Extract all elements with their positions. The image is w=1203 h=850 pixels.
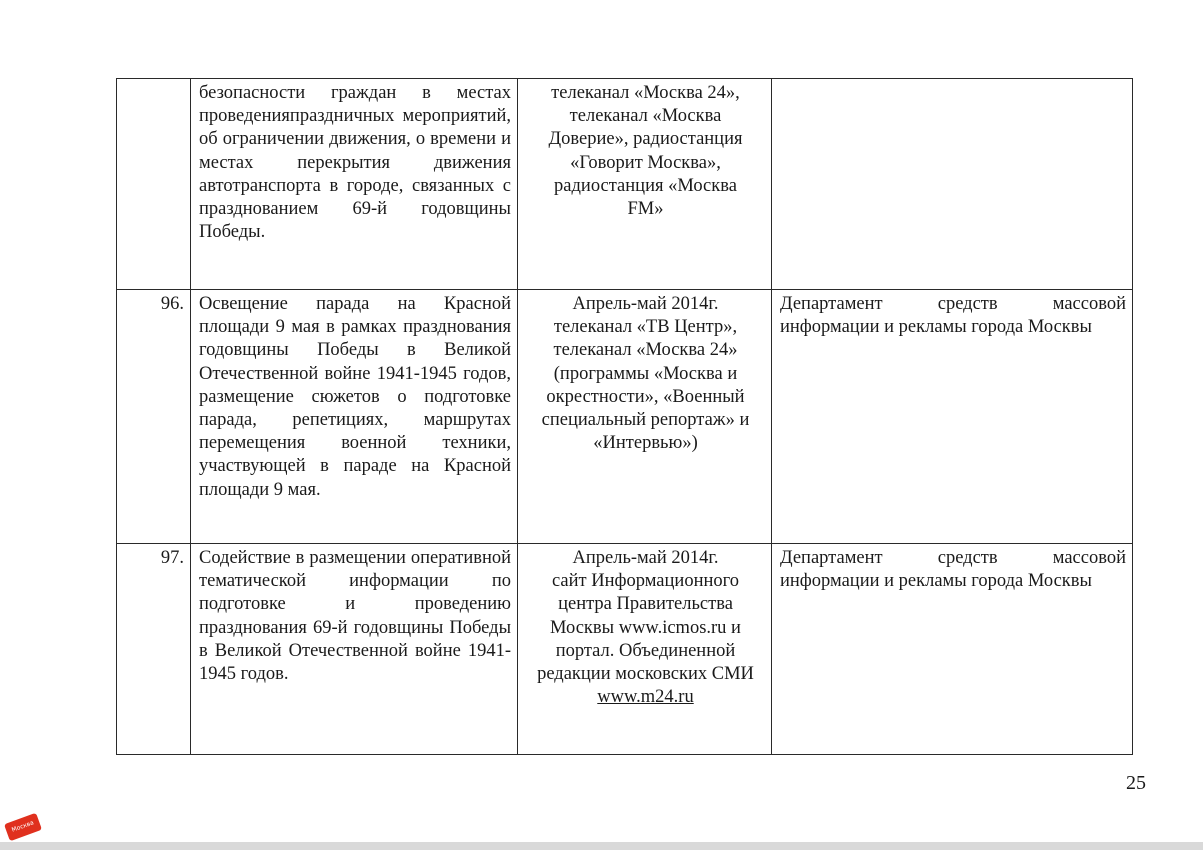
event-description-cell: Содействие в размещении оперативной тематической информации по подготовке и проведению празднования 69-й годовщины Победы в Великой Отечественной войне 1941-1945 годов. [191, 544, 518, 755]
row-number-cell [117, 79, 191, 290]
timing-line: портал. Объединенной [555, 640, 736, 661]
logo-stamp-icon: Москва [4, 813, 42, 842]
timing-line: Апрель-май 2014г. [572, 548, 719, 568]
event-description-cell: Освещение парада на Красной площади 9 мая в рамках празднования годовщины Победы в Великой Отечественной войне 1941-1945 годов, размещение сюжетов о подготовке парада, репетициях, маршрутах перемещения военной техники, участвующей в параде на Красной площади 9 мая. [191, 290, 518, 544]
timing-line: специальный репортаж» и [541, 410, 750, 431]
table-row [117, 544, 1133, 755]
timing-line: окрестности», «Военный [546, 386, 745, 407]
timing-line: Апрель-май 2014г. [572, 294, 719, 314]
timing-line: радиостанция «Москва [554, 175, 737, 196]
responsible-cell: Департамент средств массовой информации и рекламы города Москвы [772, 290, 1133, 544]
timing-media-cell [518, 290, 772, 544]
timing-line: телеканал «ТВ Центр», [553, 317, 738, 338]
timing-media-cell [518, 79, 772, 290]
scan-bottom-edge [0, 842, 1203, 850]
timing-line: редакции московских СМИ [537, 664, 754, 685]
responsible-cell: Департамент средств массовой информации и рекламы города Москвы [772, 544, 1133, 755]
table-row [117, 79, 1133, 290]
table-row [117, 290, 1133, 544]
timing-line: (программы «Москва и [553, 363, 738, 384]
timing-line: телеканал «Москва 24», [551, 83, 740, 103]
timing-line: телеканал «Москва [569, 106, 722, 127]
row-number-cell: 97. [117, 544, 191, 755]
timing-media-cell [518, 544, 772, 755]
events-table [116, 78, 1133, 755]
event-description-cell: безопасности граждан в местах проведенияпраздничных мероприятий, об ограничении движения, о времени и местах перекрытия движения автотранспорта в городе, связанных с празднованием 69-й годовщины Победы. [191, 79, 518, 290]
timing-line: центра Правительства [558, 594, 733, 615]
page-number: 25 [1126, 772, 1146, 794]
responsible-cell [772, 79, 1133, 290]
timing-line: Москвы www.icmos.ru и [550, 617, 741, 638]
timing-line: Доверие», радиостанция [548, 129, 743, 150]
timing-line: телеканал «Москва 24» [553, 340, 738, 361]
timing-line: сайт Информационного [552, 571, 739, 592]
timing-line: «Говорит Москва», [570, 152, 721, 173]
website-link[interactable]: www.m24.ru [597, 687, 694, 708]
timing-line: FM» [627, 199, 664, 220]
timing-line: «Интервью») [593, 433, 698, 454]
row-number-cell: 96. [117, 290, 191, 544]
